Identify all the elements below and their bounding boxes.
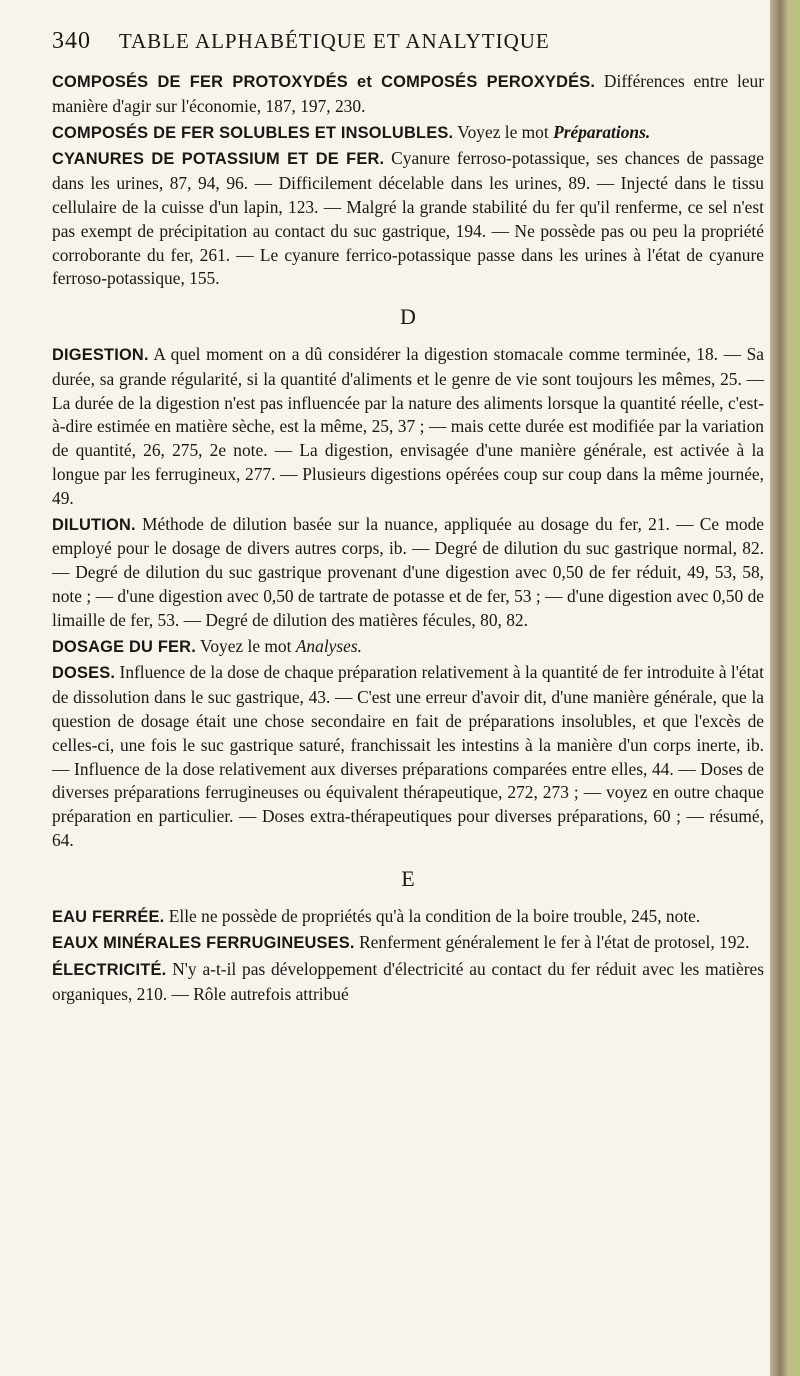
entry-headword: COMPOSÉS DE FER PROTOXYDÉS et COMPOSÉS PEROXYDÉS.: [52, 73, 596, 91]
entry-headword: CYANURES DE POTASSIUM ET DE FER.: [52, 150, 385, 169]
entry-text: Différences entre leur manière d'agir sur l'économie, 187, 197, 230.: [52, 71, 764, 116]
entry-headword: DIGESTION.: [52, 345, 149, 364]
index-entry: [52, 513, 764, 633]
entry-headword: DOSAGE DU FER.: [52, 637, 196, 656]
section-letter-e: E: [401, 865, 415, 891]
index-entry: [52, 70, 764, 119]
index-entry: [52, 147, 764, 291]
entry-text: Voyez le mot: [200, 635, 292, 656]
entry-text: Méthode de dilution basée sur la nuance, appliquée au dosage du fer, 21. — Ce mode employé pour le dosage de divers autres corps, ib. — Degré de dilution du suc gastrique normal, 82. — Degré de dilution du suc gastrique provenant d'une digestion avec 0,50 de fer réduit, 49, 53, 58, note ; — d'une digestion avec 0,50 de tartrate de potasse et de fer, 53 ; — d'une digestion avec 0,50 de limaille de fer, 53. — Degré de dilution des matières fécules, 80, 82.: [52, 513, 764, 630]
entry-text: Voyez le mot: [457, 121, 549, 142]
entry-text: Elle ne possède de propriétés qu'à la condition de la boire trouble, 245, note.: [168, 905, 701, 926]
entry-headword: COMPOSÉS DE FER SOLUBLES ET INSOLUBLES.: [52, 123, 454, 142]
index-entry: [52, 661, 764, 852]
adjacent-page-edge: [770, 0, 800, 1376]
running-title: TABLE ALPHABÉTIQUE ET ANALYTIQUE: [118, 29, 550, 53]
index-entry: [52, 958, 764, 1007]
entry-headword: EAU FERRÉE.: [52, 907, 165, 926]
section-letter-d: D: [400, 304, 416, 330]
entry-text: Cyanure ferroso-potassique, ses chances de passage dans les urines, 87, 94, 96. — Difficilement décelable dans les urines, 89. — Injecté dans le tissu cellulaire de la cuisse d'un lapin, 123. — Malgré la grande stabilité du fer qu'il renferme, ce sel n'est pas exempt de précipitation au contact du suc gastrique, 194. — Ne possède pas ou peu la propriété corroborante du fer, 261. — Le cyanure ferrico-potassique passe dans les urines à l'état de cyanure ferroso-potassique, 155.: [52, 148, 764, 289]
index-entry: [52, 905, 764, 930]
entry-headword: ÉLECTRICITÉ.: [52, 961, 167, 980]
entry-text: Renferment généralement le fer à l'état de protosel, 192.: [359, 932, 750, 953]
page-number: 340: [52, 28, 91, 54]
index-entry: [52, 931, 764, 956]
entry-headword: DOSES.: [52, 664, 116, 683]
entry-cross-reference: Préparations.: [553, 121, 651, 142]
index-entry: [52, 343, 764, 511]
index-column: [52, 70, 764, 1009]
index-entry: [52, 121, 764, 146]
page-header: [52, 28, 752, 55]
index-entry: [52, 635, 764, 660]
entry-text: A quel moment on a dû considérer la digestion stomacale comme terminée, 18. — Sa durée, sa grande régularité, si la quantité d'aliments et le genre de vie sont toujours les mêmes, 25. — La durée de la digestion n'est pas influencée par la nature des aliments lorsque la quantité réelle, c'est-à-dire estimée en matière sèche, est la même, 25, 37 ; — mais cette durée est modifiée par la variation de quantité, 26, 275, 2e note. — La digestion, envisagée d'une manière générale, est activée à la longue par les ferrugineux, 277. — Plusieurs digestions opérées coup sur coup dans la même journée, 49.: [52, 343, 765, 508]
entry-text: Influence de la dose de chaque préparation relativement à la quantité de fer introduite à l'état de dissolution dans le suc gastrique, 43. — C'est une erreur d'avoir dit, d'une manière générale, que la question de dosage était une chose secondaire en fait de préparations insolubles, et que l'excès de celles-ci, une fois le suc gastrique saturé, franchissait les intestins à la manière d'un corps inerte, ib. — Influence de la dose relativement aux diverses préparations comparées entre elles, 44. — Doses de diverses préparations ferrugineuses ou équivalent thérapeutique, 272, 273 ; — voyez en outre chaque préparation en particulier. — Doses extra-thérapeutiques pour diverses préparations, 60 ; — résumé, 64.: [52, 662, 764, 850]
entry-text: N'y a-t-il pas développement d'électricité au contact du fer réduit avec les matières organiques, 210. — Rôle autrefois attribué: [52, 959, 764, 1004]
entry-cross-reference: Analyses.: [295, 635, 362, 656]
entry-headword: DILUTION.: [52, 515, 136, 534]
entry-headword: EAUX MINÉRALES FERRUGINEUSES.: [52, 934, 355, 953]
